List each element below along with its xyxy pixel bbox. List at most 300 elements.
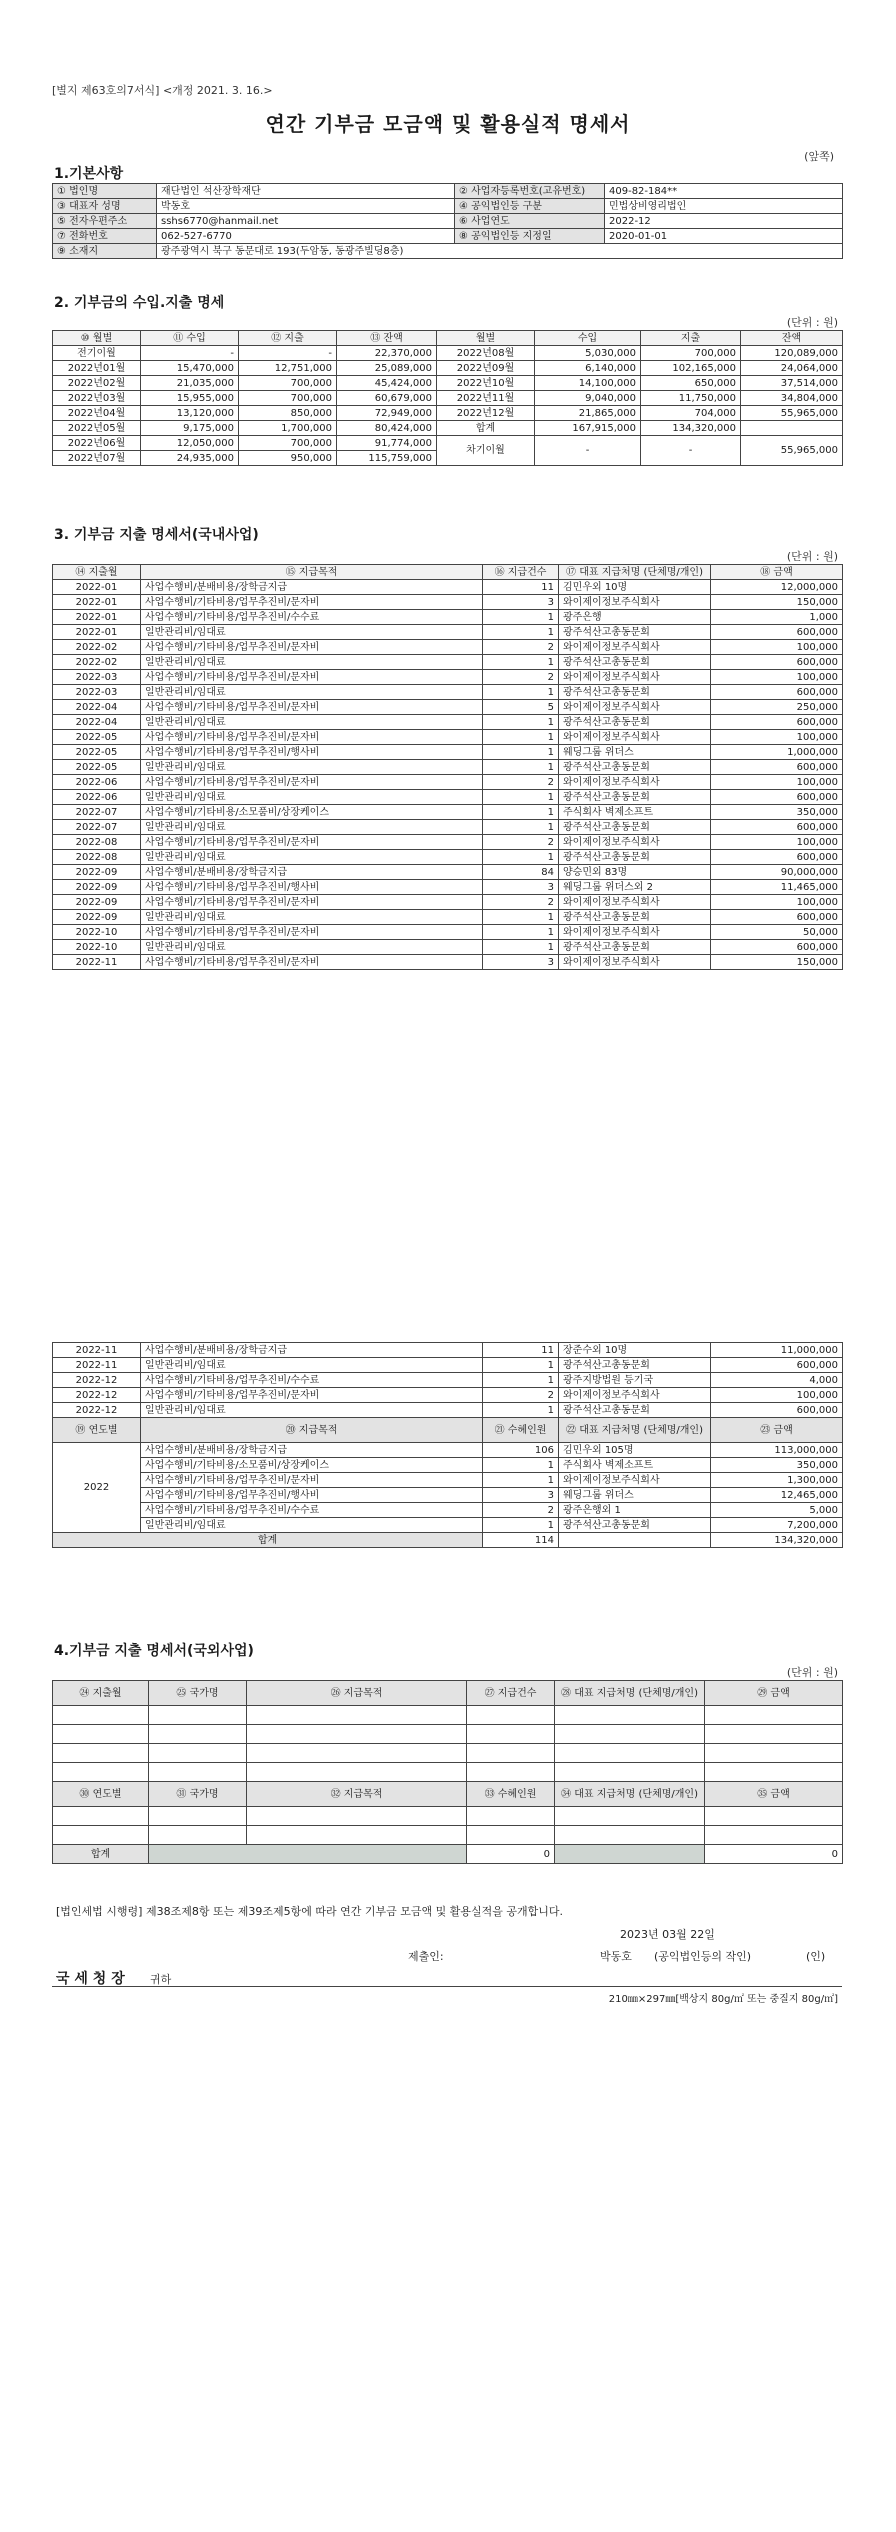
- column-header: 수입: [535, 331, 641, 346]
- month-cell: 2022년02월: [53, 376, 141, 391]
- expense-cell: 2022-11: [53, 1358, 141, 1373]
- expense-row: [53, 580, 843, 595]
- expense-cell: 100,000: [711, 895, 843, 910]
- info-label: ⑧ 공익법인등 지정일: [455, 229, 605, 244]
- expense-cell: 사업수행비/기타비용/업무추진비/문자비: [141, 700, 483, 715]
- blank-cell: [53, 1725, 149, 1744]
- expense-cell: 2: [483, 895, 559, 910]
- month-cell: 21,865,000: [535, 406, 641, 421]
- info-row: [53, 184, 843, 199]
- expense-cell: 2022-07: [53, 805, 141, 820]
- blank-cell: [467, 1744, 555, 1763]
- expense-cell: 600,000: [711, 1403, 843, 1418]
- front-label: (앞쪽): [804, 150, 834, 163]
- expense-cell: 와이제이정보주식회사: [559, 925, 711, 940]
- expense-cell: 2022-06: [53, 775, 141, 790]
- month-cell: 15,470,000: [141, 361, 239, 376]
- overseas-summary-header-row: [53, 1782, 843, 1807]
- summary-header: ㉓ 금액: [711, 1418, 843, 1443]
- info-value: 2020-01-01: [605, 229, 843, 244]
- expense-cell: 1: [483, 730, 559, 745]
- summary-cell: 사업수행비/기타비용/업무추진비/문자비: [141, 1473, 483, 1488]
- overseas-header: ㉚ 연도별: [53, 1782, 149, 1807]
- blank-cell: [149, 1725, 247, 1744]
- expense-cell: 와이제이정보주식회사: [559, 640, 711, 655]
- expense-cell: 600,000: [711, 715, 843, 730]
- month-cell: 5,030,000: [535, 346, 641, 361]
- total-row: [53, 1533, 843, 1548]
- expense-cell: 4,000: [711, 1373, 843, 1388]
- month-cell: 60,679,000: [337, 391, 437, 406]
- expense-cell: 사업수행비/분배비용/장학금지급: [141, 1343, 483, 1358]
- expense-cell: 2022-01: [53, 610, 141, 625]
- expense-row: [53, 1358, 843, 1373]
- blank-cell: [467, 1725, 555, 1744]
- expense-cell: 2022-12: [53, 1373, 141, 1388]
- info-row: [53, 214, 843, 229]
- expense-cell: 사업수행비/기타비용/소모품비/상장케이스: [141, 805, 483, 820]
- summary-cell: 일반관리비/임대료: [141, 1518, 483, 1533]
- month-row: [53, 436, 843, 451]
- expense-cell: 2022-04: [53, 700, 141, 715]
- expense-cell: 광주지방법원 등기국: [559, 1373, 711, 1388]
- summary-cell: 12,465,000: [711, 1488, 843, 1503]
- summary-cell: 사업수행비/기타비용/업무추진비/수수료: [141, 1503, 483, 1518]
- expense-cell: 11,465,000: [711, 880, 843, 895]
- expense-cell: 1: [483, 685, 559, 700]
- expense-cell: 광주석산고총동문회: [559, 1403, 711, 1418]
- info-label: ⑤ 전자우편주소: [53, 214, 157, 229]
- expense-cell: 와이제이정보주식회사: [559, 895, 711, 910]
- expense-cell: 2: [483, 835, 559, 850]
- total-amount: 0: [705, 1845, 843, 1864]
- month-cell: 11,750,000: [641, 391, 741, 406]
- month-cell: 34,804,000: [741, 391, 843, 406]
- blank-cell: [555, 1826, 705, 1845]
- summary-cell: 주식회사 벽제소프트: [559, 1458, 711, 1473]
- blank-cell: [467, 1763, 555, 1782]
- column-header: 잔액: [741, 331, 843, 346]
- expense-cell: 5: [483, 700, 559, 715]
- expense-cell: 100,000: [711, 640, 843, 655]
- column-header: ⑫ 지출: [239, 331, 337, 346]
- expense-row: [53, 730, 843, 745]
- expense-row: [53, 670, 843, 685]
- expense-cell: 2022-12: [53, 1403, 141, 1418]
- summary-cell: 1: [483, 1473, 559, 1488]
- month-cell: -: [141, 346, 239, 361]
- expense-row: [53, 700, 843, 715]
- blank-cell: [247, 1826, 467, 1845]
- month-cell: 2022년03월: [53, 391, 141, 406]
- overseas-blank-row: [53, 1744, 843, 1763]
- blank-cell: [247, 1725, 467, 1744]
- blank-cell: [467, 1706, 555, 1725]
- month-cell: [741, 421, 843, 436]
- blank-cell: [247, 1807, 467, 1826]
- info-label: ⑦ 전화번호: [53, 229, 157, 244]
- expense-row: [53, 715, 843, 730]
- summary-cell: 김민우외 105명: [559, 1443, 711, 1458]
- carry-income: -: [535, 436, 641, 466]
- summary-cell: 사업수행비/기타비용/소모품비/상장케이스: [141, 1458, 483, 1473]
- expense-cell: 600,000: [711, 910, 843, 925]
- info-label: ③ 대표자 성명: [53, 199, 157, 214]
- info-value: 박동호: [157, 199, 455, 214]
- total-label: 합계: [53, 1533, 483, 1548]
- overseas-header: ㉘ 대표 지급처명 (단체명/개인): [555, 1681, 705, 1706]
- blank-cell: [555, 1807, 705, 1826]
- expense-cell: 600,000: [711, 850, 843, 865]
- expense-cell: 1: [483, 715, 559, 730]
- expense-cell: 2022-01: [53, 595, 141, 610]
- expense-row: [53, 610, 843, 625]
- month-cell: 37,514,000: [741, 376, 843, 391]
- expense-row: [53, 880, 843, 895]
- blank-cell: [555, 1725, 705, 1744]
- expense-cell: 100,000: [711, 670, 843, 685]
- expense-cell: 600,000: [711, 820, 843, 835]
- month-cell: 120,089,000: [741, 346, 843, 361]
- info-row: [53, 199, 843, 214]
- month-cell: 700,000: [239, 391, 337, 406]
- blank-cell: [555, 1744, 705, 1763]
- expense-row: [53, 1343, 843, 1358]
- expense-cell: 사업수행비/기타비용/업무추진비/문자비: [141, 925, 483, 940]
- expense-cell: 600,000: [711, 685, 843, 700]
- month-cell: 134,320,000: [641, 421, 741, 436]
- expense-cell: 250,000: [711, 700, 843, 715]
- submitter-label: 제출인:: [408, 1950, 444, 1963]
- month-row: [53, 406, 843, 421]
- expense-cell: 2022-10: [53, 925, 141, 940]
- expense-cell: 2022-08: [53, 850, 141, 865]
- expense-cell: 1: [483, 625, 559, 640]
- month-cell: 9,175,000: [141, 421, 239, 436]
- overseas-blank-row: [53, 1725, 843, 1744]
- expense-cell: 광주석산고총동문회: [559, 685, 711, 700]
- expense-cell: 사업수행비/기타비용/업무추진비/문자비: [141, 775, 483, 790]
- expense-cell: 3: [483, 595, 559, 610]
- column-header: ⑱ 금액: [711, 565, 843, 580]
- info-row: [53, 229, 843, 244]
- expense-row: [53, 760, 843, 775]
- summary-cell: 1: [483, 1458, 559, 1473]
- overseas-header: ㉜ 지급목적: [247, 1782, 467, 1807]
- month-cell: 2022년10월: [437, 376, 535, 391]
- expense-cell: 1: [483, 760, 559, 775]
- expense-cell: 600,000: [711, 625, 843, 640]
- expense-cell: 2: [483, 670, 559, 685]
- expense-cell: 광주석산고총동문회: [559, 790, 711, 805]
- expense-cell: 2022-04: [53, 715, 141, 730]
- expense-cell: 11: [483, 1343, 559, 1358]
- expense-cell: 일반관리비/임대료: [141, 655, 483, 670]
- summary-cell: 2: [483, 1503, 559, 1518]
- month-cell: 13,120,000: [141, 406, 239, 421]
- summary-header: ⑳ 지급목적: [141, 1418, 483, 1443]
- summary-cell: 5,000: [711, 1503, 843, 1518]
- expense-cell: 광주석산고총동문회: [559, 940, 711, 955]
- blank-cell: [53, 1807, 149, 1826]
- summary-cell: 사업수행비/기타비용/업무추진비/행사비: [141, 1488, 483, 1503]
- carry-expense: -: [641, 436, 741, 466]
- expense-cell: 1: [483, 1358, 559, 1373]
- summary-header: ㉑ 수혜인원: [483, 1418, 559, 1443]
- overseas-blank-row: [53, 1826, 843, 1845]
- info-value: 409-82-184**: [605, 184, 843, 199]
- expense-row: [53, 625, 843, 640]
- expense-cell: 1: [483, 655, 559, 670]
- expense-cell: 150,000: [711, 595, 843, 610]
- expense-row: [53, 865, 843, 880]
- expense-cell: 2022-08: [53, 835, 141, 850]
- expense-cell: 광주석산고총동문회: [559, 655, 711, 670]
- expense-cell: 1: [483, 745, 559, 760]
- expense-cell: 일반관리비/임대료: [141, 625, 483, 640]
- expense-cell: 일반관리비/임대료: [141, 685, 483, 700]
- month-cell: 700,000: [239, 376, 337, 391]
- summary-cell: 106: [483, 1443, 559, 1458]
- month-cell: 15,955,000: [141, 391, 239, 406]
- month-cell: 700,000: [239, 436, 337, 451]
- expense-row: [53, 1373, 843, 1388]
- expense-row: [53, 820, 843, 835]
- expense-row: [53, 790, 843, 805]
- address-value: 광주광역시 북구 동문대로 193(두암동, 동광주빌딩8층): [157, 244, 843, 259]
- overseas-header-row: [53, 1681, 843, 1706]
- month-cell: 167,915,000: [535, 421, 641, 436]
- expense-row: [53, 595, 843, 610]
- month-cell: 21,035,000: [141, 376, 239, 391]
- month-cell: 115,759,000: [337, 451, 437, 466]
- expense-cell: 광주석산고총동문회: [559, 1358, 711, 1373]
- summary-row: [53, 1503, 843, 1518]
- blank-cell: [467, 1826, 555, 1845]
- page-title: 연간 기부금 모금액 및 활용실적 명세서: [265, 112, 631, 136]
- expense-cell: 1,000,000: [711, 745, 843, 760]
- expense-row: [53, 910, 843, 925]
- expense-row: [53, 655, 843, 670]
- expense-row: [53, 940, 843, 955]
- address-row: [53, 244, 843, 259]
- expense-cell: 사업수행비/기타비용/업무추진비/행사비: [141, 745, 483, 760]
- overseas-total-row: [53, 1845, 843, 1864]
- summary-cell: 사업수행비/분배비용/장학금지급: [141, 1443, 483, 1458]
- expense-cell: 와이제이정보주식회사: [559, 955, 711, 970]
- form-note: [별지 제63호의7서식] <개정 2021. 3. 16.>: [52, 84, 273, 97]
- summary-cell: 350,000: [711, 1458, 843, 1473]
- expense-row: [53, 640, 843, 655]
- overseas-header: ㉛ 국가명: [149, 1782, 247, 1807]
- month-cell: -: [239, 346, 337, 361]
- section4-unit: (단위 : 원): [786, 1666, 838, 1679]
- expense-cell: 광주석산고총동문회: [559, 625, 711, 640]
- overseas-header: ㉖ 지급목적: [247, 1681, 467, 1706]
- expense-cell: 양승민외 83명: [559, 865, 711, 880]
- month-cell: 102,165,000: [641, 361, 741, 376]
- column-header: ⑭ 지출월: [53, 565, 141, 580]
- month-cell: 700,000: [641, 346, 741, 361]
- info-value: 민법상비영리법인: [605, 199, 843, 214]
- expense-cell: 장준수외 10명: [559, 1343, 711, 1358]
- footer-divider: [52, 1986, 842, 1987]
- month-row: [53, 421, 843, 436]
- expense-row: [53, 925, 843, 940]
- expense-cell: 일반관리비/임대료: [141, 940, 483, 955]
- domestic-expense-table: [52, 564, 843, 970]
- column-header: ⑰ 대표 지급처명 (단체명/개인): [559, 565, 711, 580]
- expense-cell: 광주석산고총동문회: [559, 850, 711, 865]
- expense-cell: 일반관리비/임대료: [141, 910, 483, 925]
- expense-cell: 사업수행비/기타비용/업무추진비/문자비: [141, 955, 483, 970]
- total-count: 0: [467, 1845, 555, 1864]
- expense-cell: 와이제이정보주식회사: [559, 1388, 711, 1403]
- expense-cell: 2022-12: [53, 1388, 141, 1403]
- overseas-header: ㉞ 대표 지급처명 (단체명/개인): [555, 1782, 705, 1807]
- section2-unit: (단위 : 원): [786, 316, 838, 329]
- summary-header: ㉒ 대표 지급처명 (단체명/개인): [559, 1418, 711, 1443]
- overseas-header: ㉔ 지출월: [53, 1681, 149, 1706]
- blank-cell: [149, 1826, 247, 1845]
- expense-cell: 50,000: [711, 925, 843, 940]
- expense-cell: 일반관리비/임대료: [141, 1403, 483, 1418]
- expense-cell: 150,000: [711, 955, 843, 970]
- blank-cell: [53, 1706, 149, 1725]
- month-cell: 24,935,000: [141, 451, 239, 466]
- blank-cell: [555, 1763, 705, 1782]
- law-notice: [법인세법 시행령] 제38조제8항 또는 제39조제5항에 따라 연간 기부금 모금액 및 활용실적을 공개합니다.: [56, 1905, 563, 1918]
- blank-cell: [149, 1706, 247, 1725]
- blank-cell: [705, 1826, 843, 1845]
- expense-cell: 3: [483, 880, 559, 895]
- summary-year: 2022: [53, 1443, 141, 1533]
- month-cell: 2022년09월: [437, 361, 535, 376]
- expense-cell: 와이제이정보주식회사: [559, 835, 711, 850]
- overseas-header: ㉟ 금액: [705, 1782, 843, 1807]
- month-cell: 72,949,000: [337, 406, 437, 421]
- summary-row: [53, 1458, 843, 1473]
- expense-cell: 1,000: [711, 610, 843, 625]
- summary-row: [53, 1488, 843, 1503]
- month-cell: 합계: [437, 421, 535, 436]
- expense-cell: 1: [483, 1373, 559, 1388]
- expense-cell: 와이제이정보주식회사: [559, 775, 711, 790]
- expense-cell: 84: [483, 865, 559, 880]
- expense-row: [53, 775, 843, 790]
- column-header: ⑯ 지급건수: [483, 565, 559, 580]
- submitter-name: 박동호: [600, 1950, 632, 1963]
- blank-cell: [705, 1763, 843, 1782]
- expense-row: [53, 850, 843, 865]
- blank-cell: [247, 1706, 467, 1725]
- blank-cell: [149, 1763, 247, 1782]
- expense-cell: 2022-11: [53, 1343, 141, 1358]
- expense-cell: 광주은행: [559, 610, 711, 625]
- expense-cell: 100,000: [711, 730, 843, 745]
- blank-cell: [247, 1763, 467, 1782]
- info-label: ④ 공익법인등 구분: [455, 199, 605, 214]
- expense-cell: 사업수행비/기타비용/업무추진비/수수료: [141, 1373, 483, 1388]
- expense-cell: 600,000: [711, 790, 843, 805]
- column-header: ⑩ 월별: [53, 331, 141, 346]
- recipient: 국 세 청 장: [56, 1971, 125, 1987]
- section2-title: 2. 기부금의 수입.지출 명세: [54, 295, 225, 311]
- blank-cell: [705, 1744, 843, 1763]
- seal-mark: (인): [806, 1950, 826, 1963]
- expense-cell: 2022-01: [53, 625, 141, 640]
- column-header: ⑪ 수입: [141, 331, 239, 346]
- summary-cell: 광주은행외 1: [559, 1503, 711, 1518]
- month-cell: 850,000: [239, 406, 337, 421]
- expense-row: [53, 1403, 843, 1418]
- expense-cell: 2022-02: [53, 655, 141, 670]
- expense-cell: 2022-02: [53, 640, 141, 655]
- expense-cell: 웨딩그룹 위더스외 2: [559, 880, 711, 895]
- expense-cell: 광주석산고총동문회: [559, 715, 711, 730]
- month-cell: 24,064,000: [741, 361, 843, 376]
- month-cell: 2022년06월: [53, 436, 141, 451]
- overseas-blank-row: [53, 1706, 843, 1725]
- month-cell: 2022년04월: [53, 406, 141, 421]
- section4-title: 4.기부금 지출 명세서(국외사업): [54, 1643, 254, 1659]
- summary-cell: 3: [483, 1488, 559, 1503]
- expense-cell: 일반관리비/임대료: [141, 850, 483, 865]
- month-cell: 950,000: [239, 451, 337, 466]
- expense-row: [53, 745, 843, 760]
- expense-row: [53, 955, 843, 970]
- expense-cell: 11,000,000: [711, 1343, 843, 1358]
- expense-cell: 와이제이정보주식회사: [559, 595, 711, 610]
- total-blank: [559, 1533, 711, 1548]
- domestic-expense-table-cont: [52, 1342, 843, 1548]
- month-cell: 650,000: [641, 376, 741, 391]
- expense-row: [53, 805, 843, 820]
- month-row: [53, 376, 843, 391]
- expense-cell: 사업수행비/기타비용/업무추진비/문자비: [141, 595, 483, 610]
- expense-cell: 광주석산고총동문회: [559, 760, 711, 775]
- expense-cell: 일반관리비/임대료: [141, 760, 483, 775]
- month-cell: 2022년11월: [437, 391, 535, 406]
- month-cell: 1,700,000: [239, 421, 337, 436]
- info-label: ⑥ 사업연도: [455, 214, 605, 229]
- expense-cell: 사업수행비/기타비용/업무추진비/문자비: [141, 835, 483, 850]
- summary-cell: 1,300,000: [711, 1473, 843, 1488]
- expense-cell: 일반관리비/임대료: [141, 715, 483, 730]
- expense-cell: 2022-03: [53, 685, 141, 700]
- total-label: 합계: [53, 1845, 149, 1864]
- month-cell: 80,424,000: [337, 421, 437, 436]
- info-value: 2022-12: [605, 214, 843, 229]
- blank-cell: [467, 1807, 555, 1826]
- blank-cell: [53, 1826, 149, 1845]
- total-blank: [555, 1845, 705, 1864]
- expense-cell: 사업수행비/기타비용/업무추진비/문자비: [141, 640, 483, 655]
- info-value: 062-527-6770: [157, 229, 455, 244]
- summary-cell: 7,200,000: [711, 1518, 843, 1533]
- expense-cell: 일반관리비/임대료: [141, 790, 483, 805]
- expense-cell: 2022-01: [53, 580, 141, 595]
- month-cell: 2022년01월: [53, 361, 141, 376]
- expense-cell: 12,000,000: [711, 580, 843, 595]
- column-header: ⑮ 지급목적: [141, 565, 483, 580]
- expense-cell: 2022-11: [53, 955, 141, 970]
- expense-cell: 광주석산고총동문회: [559, 910, 711, 925]
- month-cell: 704,000: [641, 406, 741, 421]
- blank-cell: [555, 1706, 705, 1725]
- expense-cell: 1: [483, 850, 559, 865]
- info-value: sshs6770@hanmail.net: [157, 214, 455, 229]
